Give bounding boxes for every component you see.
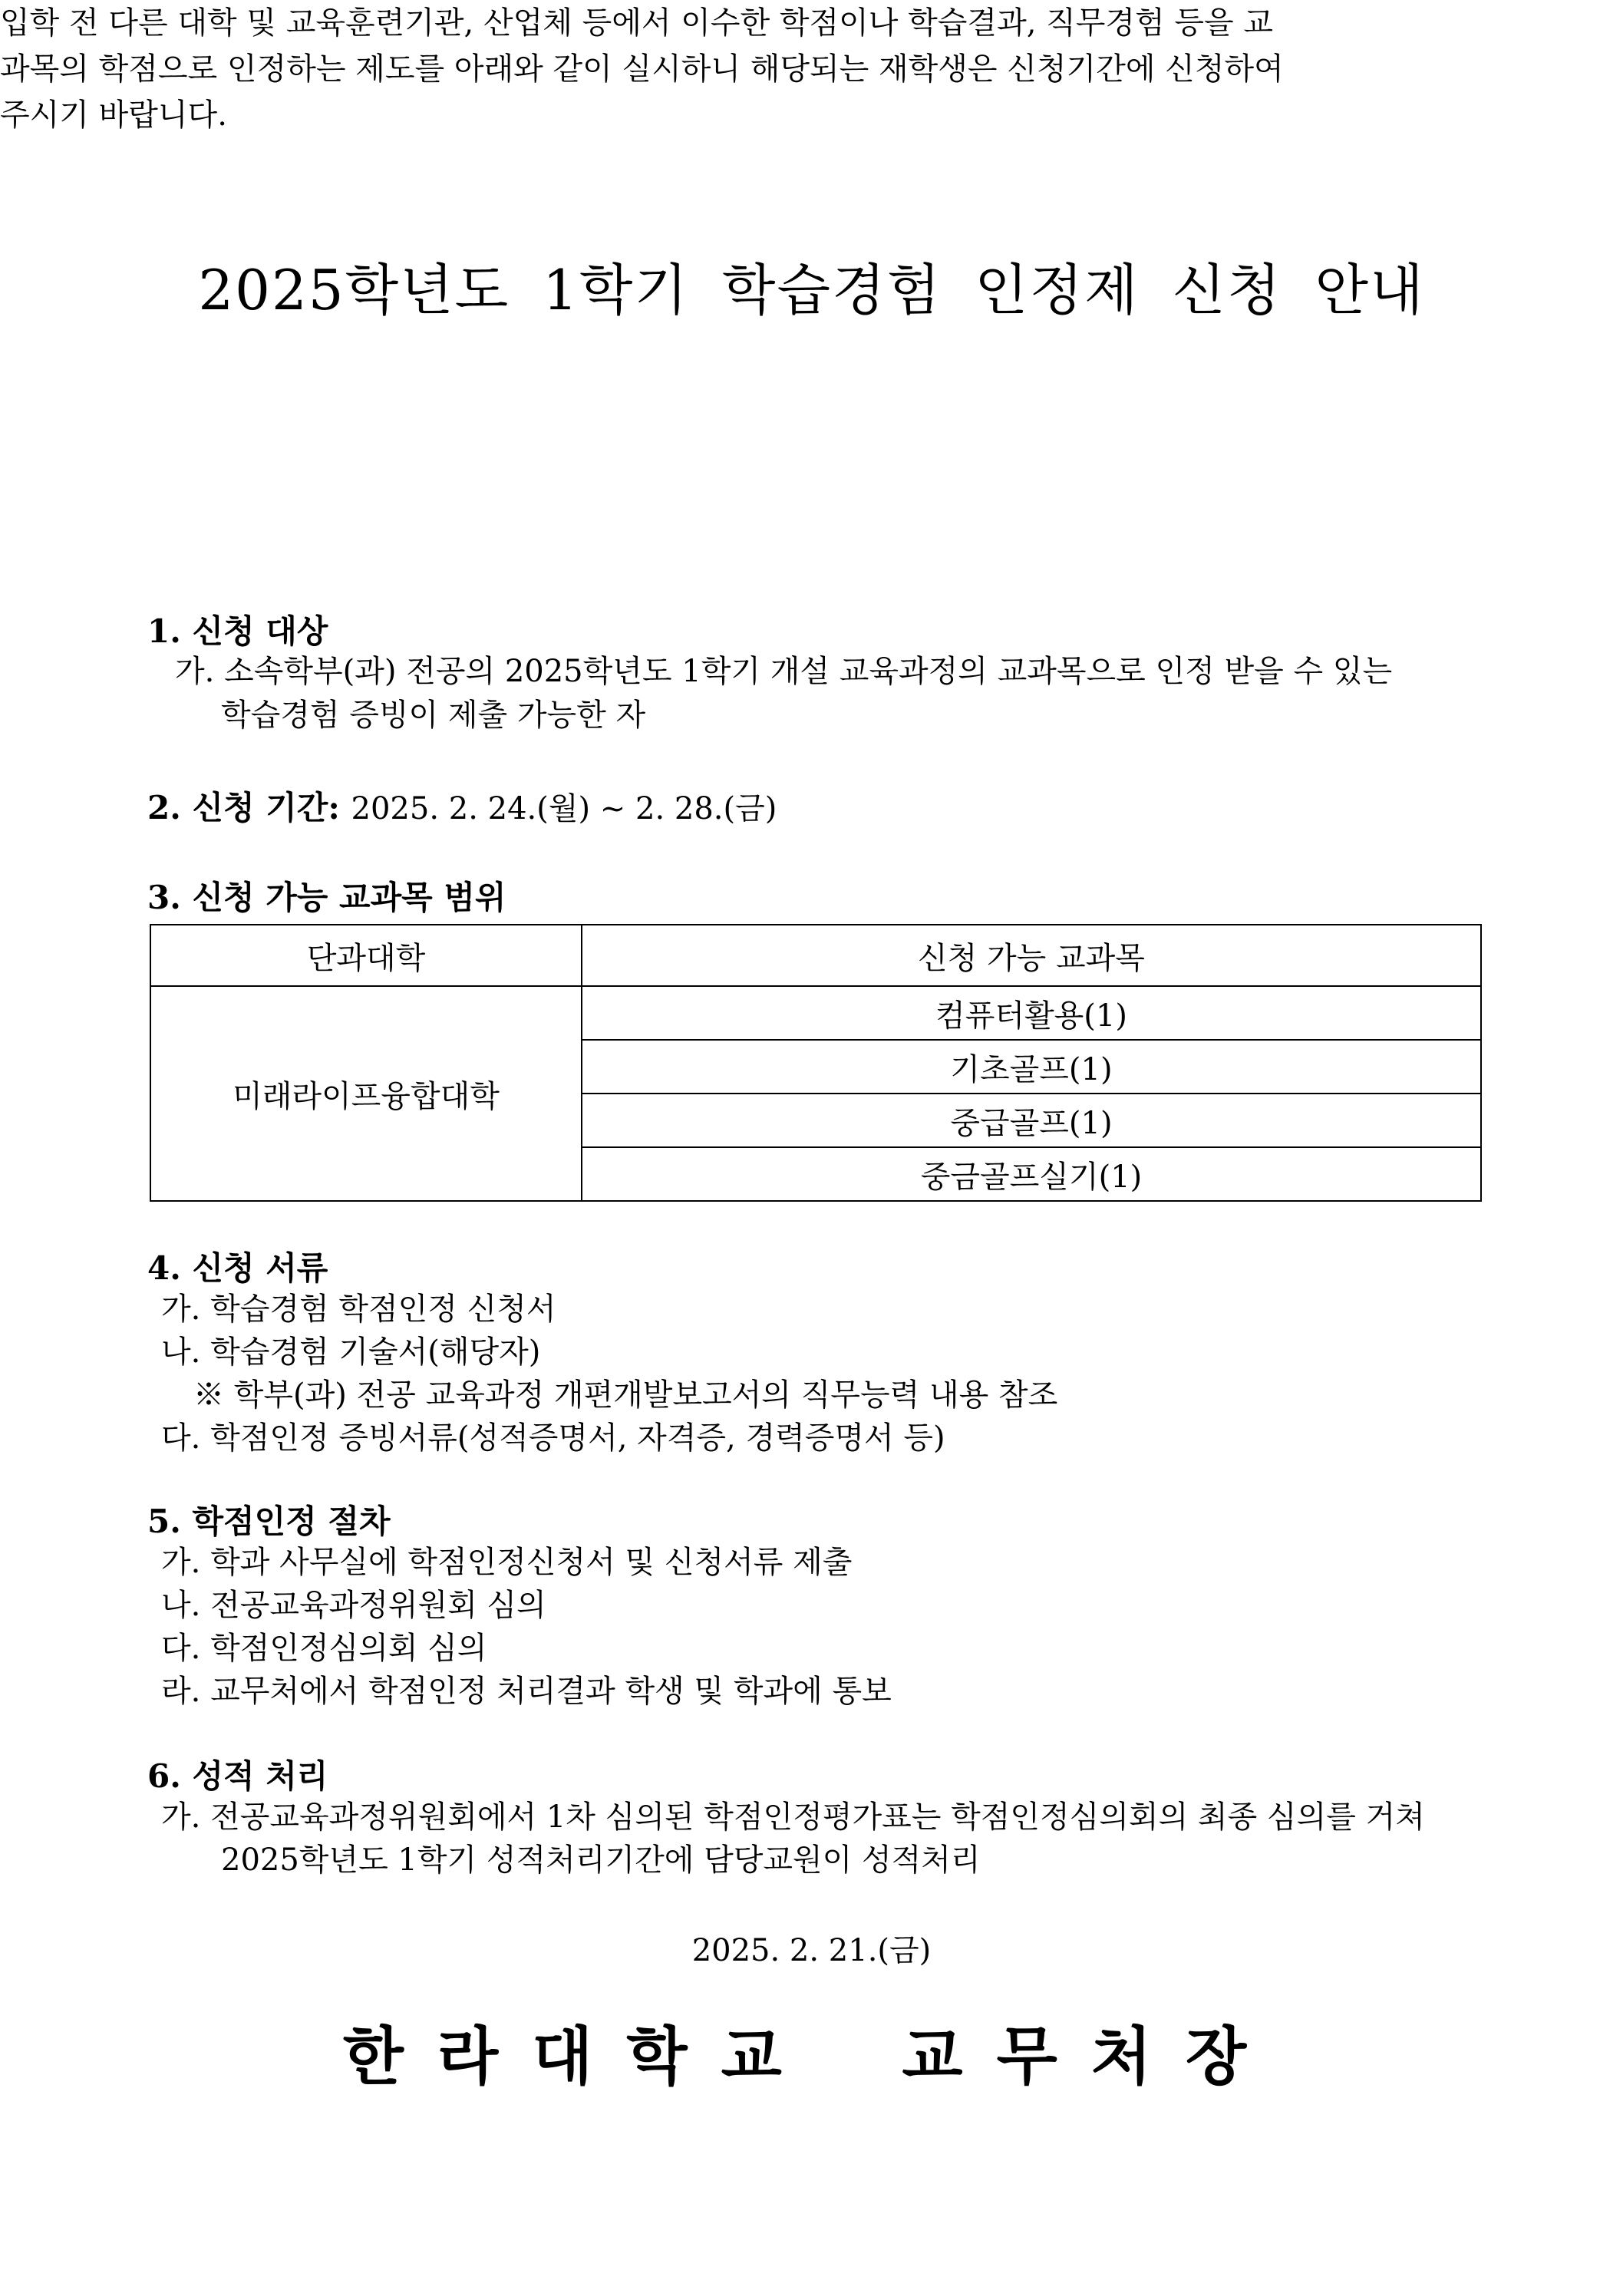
issuer-signature: 한라대학교 교무처장 [342, 2020, 1281, 2093]
intro-line: 주시기 바랍니다. [0, 97, 227, 133]
college-cell: 미래라이프융합대학 [150, 986, 582, 1201]
issue-date: 2025. 2. 21.(금) [691, 1933, 932, 1968]
intro-line: 과목의 학점으로 인정하는 제도를 아래와 같이 실시하니 해당되는 재학생은 신청기간에 신청하여 [0, 51, 1284, 87]
column-header-subjects: 신청 가능 교과목 [582, 925, 1481, 986]
subjects-table [150, 924, 1482, 1202]
section-heading-procedure: 5. 학점인정 절차 [147, 1503, 391, 1540]
section-heading-grading: 6. 성적 처리 [147, 1757, 328, 1795]
section4-note: ※ 학부(과) 전공 교육과정 개편개발보고서의 직무능력 내용 참조 [193, 1377, 1058, 1413]
section-heading-documents: 4. 신청 서류 [147, 1249, 328, 1287]
section4-item-b: 나. 학습경험 기술서(해당자) [161, 1334, 541, 1370]
section-heading-subjects: 3. 신청 가능 교과목 범위 [147, 879, 506, 916]
section-heading-period [147, 783, 777, 829]
subject-cell: 컴퓨터활용(1) [582, 986, 1481, 1040]
section4-item-c: 다. 학점인정 증빙서류(성적증명서, 자격증, 경력증명서 등) [161, 1420, 945, 1456]
section-heading-target: 1. 신청 대상 [147, 612, 328, 650]
section1-item-a: 가. 소속학부(과) 전공의 2025학년도 1학기 개설 교육과정의 교과목으로 인정 받을 수 있는 [175, 654, 1393, 689]
subject-cell: 중금골프실기(1) [582, 1147, 1481, 1201]
section6-item-a-cont: 2025학년도 1학기 성적처리기간에 담당교원이 성적처리 [221, 1842, 981, 1878]
intro-paragraph [0, 0, 1335, 138]
section5-item-a: 가. 학과 사무실에 학점인정신청서 및 신청서류 제출 [161, 1545, 853, 1580]
section6-item-a: 가. 전공교육과정위원회에서 1차 심의된 학점인정평가표는 학점인정심의회의 최종 심의를 거쳐 [161, 1800, 1425, 1835]
subject-cell: 기초골프(1) [582, 1040, 1481, 1094]
table-row [150, 986, 1481, 1040]
column-header-college: 단과대학 [150, 925, 582, 986]
section5-item-b: 나. 전공교육과정위원회 심의 [161, 1588, 546, 1623]
section2-heading-label: 2. 신청 기간: [147, 789, 340, 826]
section1-item-a-cont: 학습경험 증빙이 제출 가능한 자 [221, 698, 646, 733]
subject-cell: 중급골프(1) [582, 1094, 1481, 1147]
section5-item-d: 라. 교무처에서 학점인정 처리결과 학생 및 학과에 통보 [161, 1674, 892, 1709]
table-header-row [150, 925, 1481, 986]
application-period: 2025. 2. 24.(월) ~ 2. 28.(금) [351, 791, 777, 826]
section5-item-c: 다. 학점인정심의회 심의 [161, 1631, 487, 1666]
intro-line: 입학 전 다른 대학 및 교육훈련기관, 산업체 등에서 이수한 학점이나 학습결과, 직무경험 등을 교 [0, 5, 1274, 41]
section4-item-a: 가. 학습경험 학점인정 신청서 [161, 1292, 556, 1327]
document-title: 2025학년도 1학기 학습경험 인정제 신청 안내 [198, 258, 1425, 322]
